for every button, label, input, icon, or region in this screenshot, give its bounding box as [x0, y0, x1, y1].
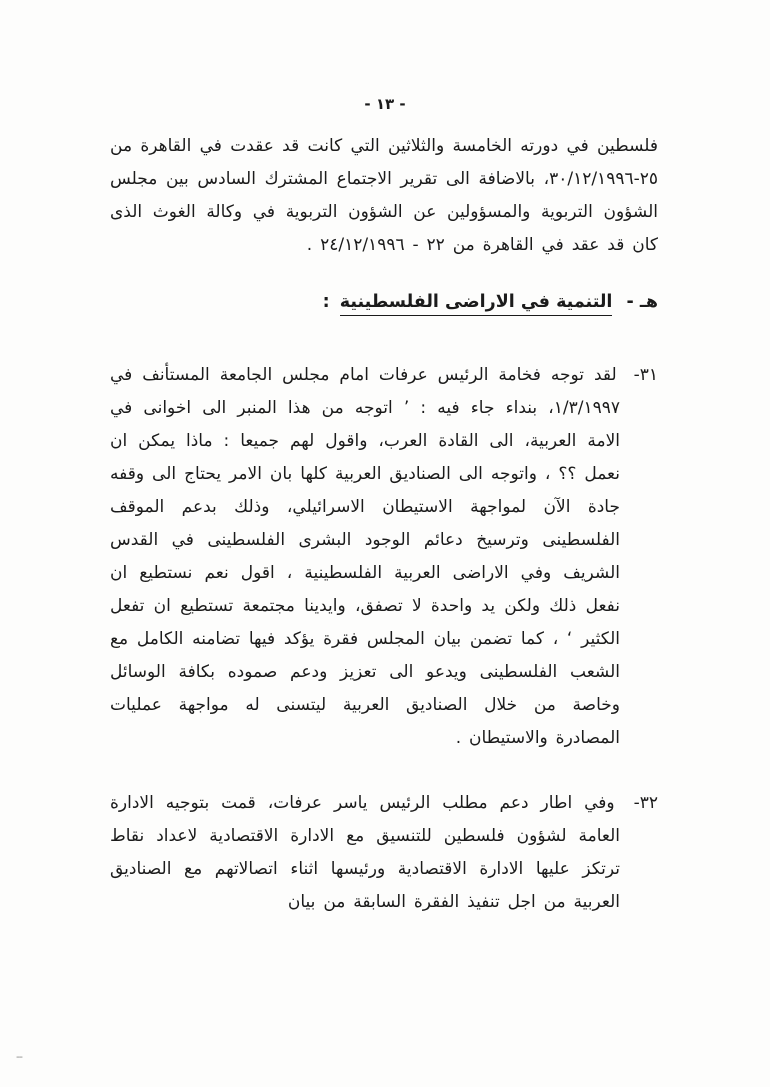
page-number: - ١٣ -	[364, 95, 406, 113]
list-item-32	[110, 787, 658, 919]
section-heading	[110, 286, 658, 319]
intro-paragraph: فلسطين في دورته الخامسة والثلاثين التي كانت قد عقدت في القاهرة من ٢٥-٣٠/١٢/١٩٩٦، بالاضافة الى تقرير الاجتماع المشترك السادس بين مجلس الشؤون التربوية والمسؤولين عن الشؤون التربوية في وكالة الغوث الذى كان قد عقد في القاهرة من ٢٢ - ٢٤/١٢/١٩٩٦ .	[110, 136, 658, 255]
list-item-31	[110, 359, 658, 755]
item-32-text: وفي اطار دعم مطلب الرئيس ياسر عرفات، قمت بتوجيه الادارة العامة لشؤون فلسطين للتنسيق مع الادارة الاقتصادية لاعداد نقاط ترتكز عليها الادارة الاقتصادية ورئيسها اثناء اتصالاتهم مع الصناديق العربية من اجل تنفيذ الفقرة السابقة من بيان	[110, 793, 620, 912]
item-31-text: لقد توجه فخامة الرئيس عرفات امام مجلس الجامعة المستأنف في ١/٣/١٩٩٧، بنداء جاء فيه : ’ اتوجه من هذا المنبر الى اخوانى في الامة العربية، الى القادة العرب، واقول لهم جميعا : ماذا يمكن ان نعمل ؟؟ ، واتوجه الى الصناديق العربية كلها بان الامر يحتاج الى وقفه جادة الآن لمواجهة الاستيطان الاسرائيلي، وذلك بدعم الموقف الفلسطينى وترسيخ دعائم الوجود البشرى الفلسطينى في القدس الشريف وفي الاراضى العربية الفلسطينية ، اقول نعم نستطيع ان نفعل ذلك ولكن يد واحدة لا تصفق، وايدينا مجتمعة تستطيع ان تفعل الكثير ‘ ، كما تضمن بيان المجلس فقرة يؤكد فيها تضامنه الكامل مع الشعب الفلسطينى ويدعو الى تعزيز ودعم صموده بكافة الوسائل وخاصة من خلال الصناديق العربية ليتسنى له مواجهة عمليات المصادرة والاستيطان .	[110, 365, 620, 748]
item-31-number: ٣١-	[633, 365, 658, 385]
page-content	[110, 130, 658, 951]
item-32-number: ٣٢-	[633, 793, 658, 813]
corner-scan-mark: --	[16, 1050, 22, 1063]
section-colon: :	[322, 292, 330, 312]
section-title: التنمية في الاراضى الفلسطينية	[340, 292, 613, 316]
numbered-paragraph-list	[110, 359, 658, 919]
section-letter: هـ -	[626, 292, 658, 312]
